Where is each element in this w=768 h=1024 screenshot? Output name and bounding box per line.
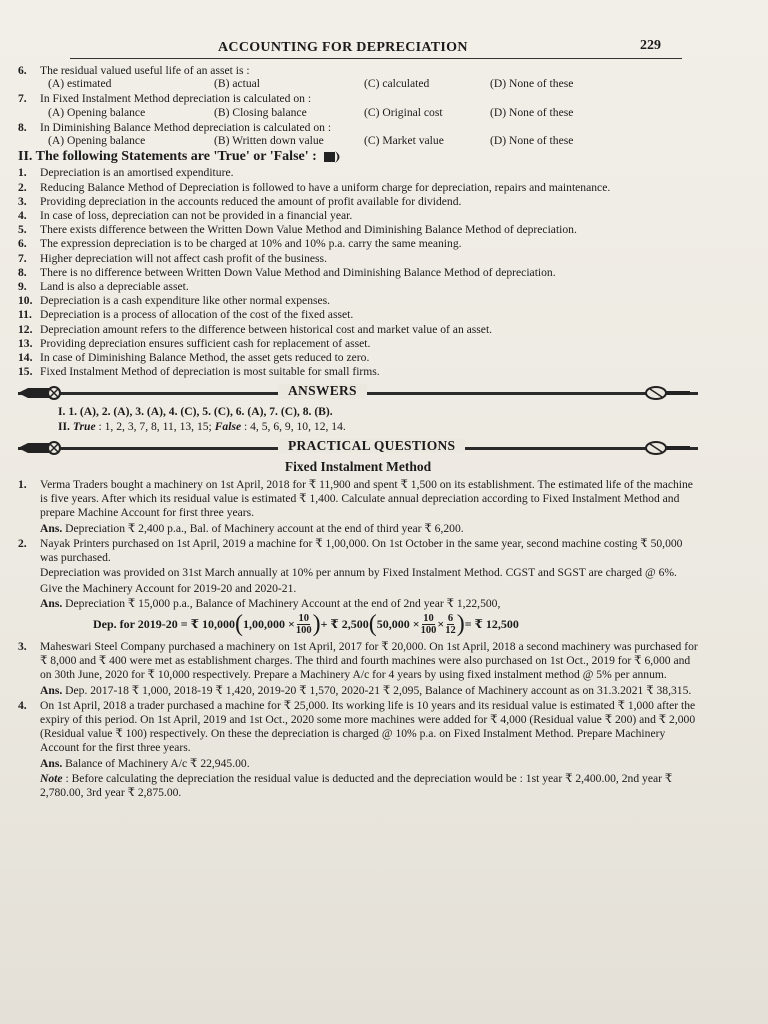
pencil-icon [644,386,690,400]
item-number: 10. [18,294,33,308]
practical-questions [18,478,698,800]
option: (A) Opening balance [48,105,146,119]
mcq-item [18,92,698,119]
item-number: 7. [18,92,27,106]
answer-label: Ans. [40,683,63,697]
true-label: True [72,419,96,433]
fraction: $\frac{10}{100}$ [295,612,312,636]
option: (A) Opening balance [48,134,146,148]
statement-text: The expression depreciation is to be charged at 10% and 10% p.a. carry the same meaning. [40,237,462,251]
statement-item [18,351,698,365]
fraction: $\frac{6}{12}$ [445,612,456,636]
answer-text: Dep. 2017-18 ₹ 1,000, 2018-19 ₹ 1,420, 2019-20 ₹ 1,570, 2020-21 ₹ 2,095, Balance of Machinery account as on 31.3.2021 ₹ 38,315. [65,683,692,697]
note-label: Note [40,771,63,785]
sub-heading: Fixed Instalment Method [284,458,432,474]
fraction: $\frac{10}{100}$ [420,612,437,636]
question-text: Maheswari Steel Company purchased a machinery on 1st April, 2017 for ₹ 20,000. On 1st April, 2018 a second machinery was purchased for ₹ 8,000 and ₹ 400 were met as establishment charges. The third and fourth machines were also purchased on 1st Oct., 2019 for ₹ 6,000 and on 30th June, 2020 for ₹ 10,000 respectively. Prepare a Machinery A/c for 4 years by using fixed instalment method @ 5% per annum. [40,639,698,682]
question-item [18,640,698,698]
statement-item [18,308,698,322]
chapter-title: ACCOUNTING FOR DEPRECIATION [218,40,468,55]
statement-item [18,280,698,294]
question-text: Give the Machinery Account for 2019-20 and 2020-21. [40,581,297,595]
item-number: 6. [18,64,27,77]
item-number: 1. [18,478,27,492]
note-text: : Before calculating the depreciation the residual value is deducted and the depreciation would be : 1st year ₹ 2,400.00, 2nd year ₹ 2,780.00, 3rd year ₹ 2,875.00. [40,771,673,799]
statement-text: Depreciation is an amortised expenditure. [40,166,234,180]
option: (A) estimated [48,77,112,91]
question-item [18,478,698,536]
item-number: 15. [18,365,33,379]
false-label: False [214,419,242,433]
question-text: In Diminishing Balance Method depreciation is calculated on : [40,120,332,134]
answer-values: 1. (A), 2. (A), 3. (A), 4. (C), 5. (C), 6. (A), 7. (C), 8. (B). [68,405,333,419]
statement-text: Reducing Balance Method of Depreciation is followed to have a uniform charge for depreciation, repairs and maintenance. [40,180,611,194]
statement-item [18,166,698,180]
statement-text: Fixed Instalment Method of depreciation is most suitable for small firms. [40,365,380,379]
formula-term: 1,00,000 × [242,617,295,632]
statement-text: Depreciation is a cash expenditure like other normal expenses. [40,294,331,308]
question-text: On 1st April, 2018 a trader purchased a machine for ₹ 25,000. Its working life is 10 years and its residual value is estimated ₹ 1,000 after the expiry of this period. On 1st April, 2019 and 1st Oct., 2020 some more machines were added for ₹ 4,000 (Residual value ₹ 200) and ₹ 2,000 (Residual value ₹ 100) respectively. On these the depreciation is charged @ 10% p.a. on Fixed Instalment Method. Prepare Machinery Account for the first three years. [40,698,696,755]
item-number: 4. [18,209,27,223]
pencil-icon [644,441,690,455]
running-header [0,36,768,58]
true-false-list [18,166,698,379]
practical-heading: PRACTICAL QUESTIONS [278,439,465,453]
section-heading [18,150,698,164]
answer-section-label: II. [58,419,70,433]
question-text: In Fixed Instalment Method depreciation is calculated on : [40,92,312,106]
question-text: Nayak Printers purchased on 1st April, 2019 a machine for ₹ 1,00,000. On 1st October in the same year, second machine costing ₹ 50,000 was purchased. [40,536,683,565]
statement-item [18,337,698,351]
answer-label: Ans. [40,521,63,535]
formula-term: + ₹ 2,500 [320,617,369,632]
item-number: 9. [18,280,27,294]
option: (B) actual [214,77,261,91]
page-number: 229 [640,38,661,53]
false-values: : 4, 5, 6, 9, 10, 12, 14. [244,419,346,433]
statement-text: Depreciation amount refers to the difference between historical cost and market value of an asset. [40,322,493,336]
item-number: 12. [18,322,33,336]
item-number: 13. [18,336,33,350]
item-number: 8. [18,265,27,279]
pencil-icon [18,386,62,400]
option: (D) None of these [490,77,574,91]
answers-banner [18,383,698,403]
statement-text: In case of loss, depreciation can not be provided in a financial year. [40,209,353,223]
answer-line-2 [58,420,698,434]
statement-item [18,323,698,337]
option: (C) calculated [364,77,430,91]
answer-text: Balance of Machinery A/c ₹ 22,945.00. [65,756,250,770]
option: (D) None of these [490,105,574,119]
answer-label: Ans. [40,596,63,610]
item-number: 14. [18,351,33,365]
option: (D) None of these [490,134,574,148]
item-number: 4. [18,698,27,712]
mcq-item [18,121,698,148]
answer-label: Ans. [40,756,63,770]
answer-key [18,405,698,433]
item-number: 2. [18,536,27,550]
item-number: 3. [18,639,27,653]
option: (B) Closing balance [214,105,307,119]
pencil-icon [18,441,62,455]
formula-result: = ₹ 12,500 [464,617,519,632]
statement-item [18,223,698,237]
item-number: 3. [18,194,27,208]
option-list [18,106,698,120]
statement-text: In case of Diminishing Balance Method, the asset gets reduced to zero. [40,351,370,365]
question-item [18,537,698,636]
statement-text: There is no difference between Written Down Value Method and Diminishing Balance Method of depreciation. [40,265,556,279]
practical-banner [18,438,698,458]
answer-text: Depreciation ₹ 2,400 p.a., Bal. of Machinery account at the end of third year ₹ 6,200. [65,521,464,535]
statement-text: Providing depreciation in the accounts reduced the amount of profit available for dividend. [40,194,462,208]
formula-prefix: Dep. for 2019-20 = ₹ 10,000 [93,617,235,632]
statement-text: Depreciation is a process of allocation of the cost of the fixed asset. [40,308,354,322]
depreciation-formula: Dep. for 2019-20 = ₹ 10,000 ( 1,00,000 × $\frac{10}{100}$ ) + ₹ 2,500 ( 50,000 × $\frac{10}{100}$ × $\frac{6}{12}$ ) = ₹ 12,500 [93,611,519,638]
item-number: 1. [18,166,27,180]
question-item [18,699,698,800]
statement-text: There exists difference between the Written Down Value Method and Diminishing Balance Method of depreciation. [40,223,577,237]
answer-section-label: I. [58,405,66,419]
header-rule [70,58,682,59]
section-title: II. The following Statements are 'True' or 'False' : [18,149,317,165]
item-number: 2. [18,180,27,194]
statement-item [18,209,698,223]
statement-item [18,195,698,209]
statement-text: Providing depreciation ensures sufficient cash for replacement of asset. [40,336,371,350]
answer-line-1 [58,405,698,419]
statement-item [18,181,698,195]
option-list [18,77,698,91]
statement-item [18,294,698,308]
item-number: 7. [18,251,27,265]
answer-text: Depreciation ₹ 15,000 p.a., Balance of Machinery Account at the end of 2nd year ₹ 1,22,500, [65,596,501,610]
item-number: 6. [18,237,27,251]
statement-text: Higher depreciation will not affect cash profit of the business. [40,251,327,265]
option: (C) Original cost [364,105,443,119]
statement-text: Land is also a depreciable asset. [40,280,189,294]
question-text: The residual valued useful life of an asset is : [40,64,250,77]
statement-item [18,266,698,280]
statement-item [18,237,698,251]
option: (B) Written down value [214,134,324,148]
item-number: 8. [18,120,27,134]
question-text: Verma Traders bought a machinery on 1st April, 2018 for ₹ 11,900 and spent ₹ 1,500 on its establishment. The estimated life of the machine is five years. After which its residual value is estimated ₹ 1,400. Calculate annual depreciation according to Fixed Instalment Method and prepare Machine Account for first three years. [40,478,693,520]
item-number: 11. [18,308,32,322]
multiply-sign: × [437,617,445,632]
item-number: 5. [18,223,27,237]
option: (C) Market value [364,134,444,148]
mcq-item [18,64,698,91]
option-list [18,134,698,148]
true-values: : 1, 2, 3, 7, 8, 11, 13, 15; [98,419,212,433]
formula-term: 50,000 × [376,617,420,632]
answers-heading: ANSWERS [278,384,367,398]
page-content [18,64,698,801]
question-text: Depreciation was provided on 31st March annually at 10% per annum by Fixed Instalment Method. CGST and SGST are charged @ 6%. [40,566,677,580]
statement-item [18,365,698,379]
statement-item [18,252,698,266]
pen-icon [323,150,345,164]
